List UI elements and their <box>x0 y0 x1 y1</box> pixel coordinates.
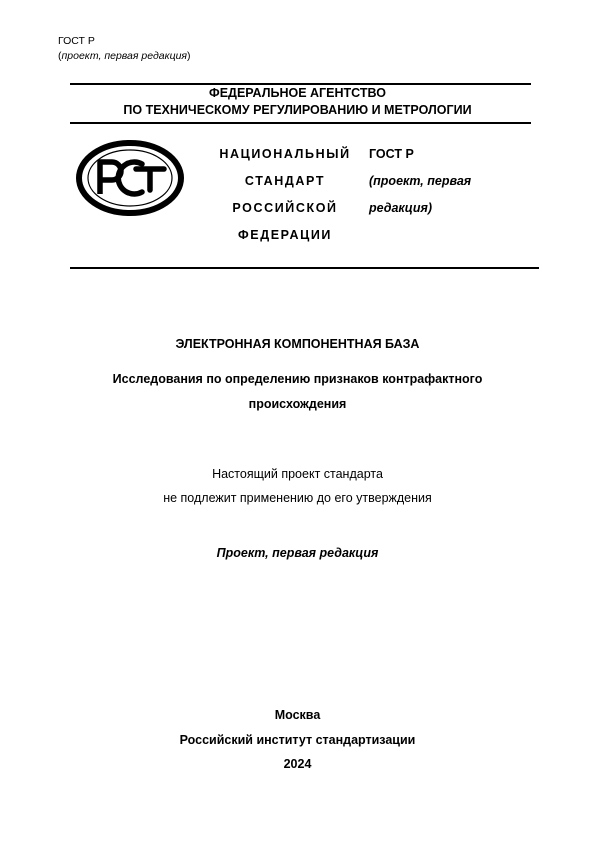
designation-line-3: редакция) <box>369 201 432 215</box>
notice-line-2: не подлежит применению до его утверждения <box>163 491 432 505</box>
corner-standard: ГОСТ Р <box>58 35 95 47</box>
designation-line-1: ГОСТ Р <box>369 147 414 161</box>
edition-label: Проект, первая редакция <box>216 546 379 560</box>
national-standard-label <box>205 141 365 249</box>
natstd-line-2: СТАНДАРТ <box>244 174 326 188</box>
imprint-year: 2024 <box>283 757 312 771</box>
notice-line-1: Настоящий проект стандарта <box>212 467 383 481</box>
gost-r-seal-icon <box>76 140 184 216</box>
standard-designation <box>369 141 509 222</box>
header-corner <box>58 34 191 64</box>
agency-line-2: ПО ТЕХНИЧЕСКОМУ РЕГУЛИРОВАНИЮ И МЕТРОЛОГИИ <box>123 103 472 117</box>
corner-edition: (проект, первая редакция) <box>58 50 191 62</box>
agency-name <box>0 85 595 119</box>
imprint-city: Москва <box>274 708 321 722</box>
natstd-line-4: ФЕДЕРАЦИИ <box>237 228 332 242</box>
designation-line-2: (проект, первая <box>369 174 472 188</box>
natstd-line-3: РОССИЙСКОЙ <box>232 201 338 215</box>
imprint <box>0 703 595 777</box>
natstd-line-1: НАЦИОНАЛЬНЫЙ <box>219 147 351 161</box>
subtitle-line-1: Исследования по определению признаков контрафактного <box>112 372 483 386</box>
agency-line-1: ФЕДЕРАЛЬНОЕ АГЕНТСТВО <box>209 86 386 100</box>
imprint-publisher: Российский институт стандартизации <box>179 732 416 747</box>
subtitle-line-2: происхождения <box>248 397 347 411</box>
document-subtitle <box>60 367 535 417</box>
agency-rule <box>70 122 531 124</box>
document-title: ЭЛЕКТРОННАЯ КОМПОНЕНТНАЯ БАЗА <box>175 337 420 351</box>
header-bottom-rule <box>70 267 539 269</box>
draft-notice <box>0 462 595 510</box>
